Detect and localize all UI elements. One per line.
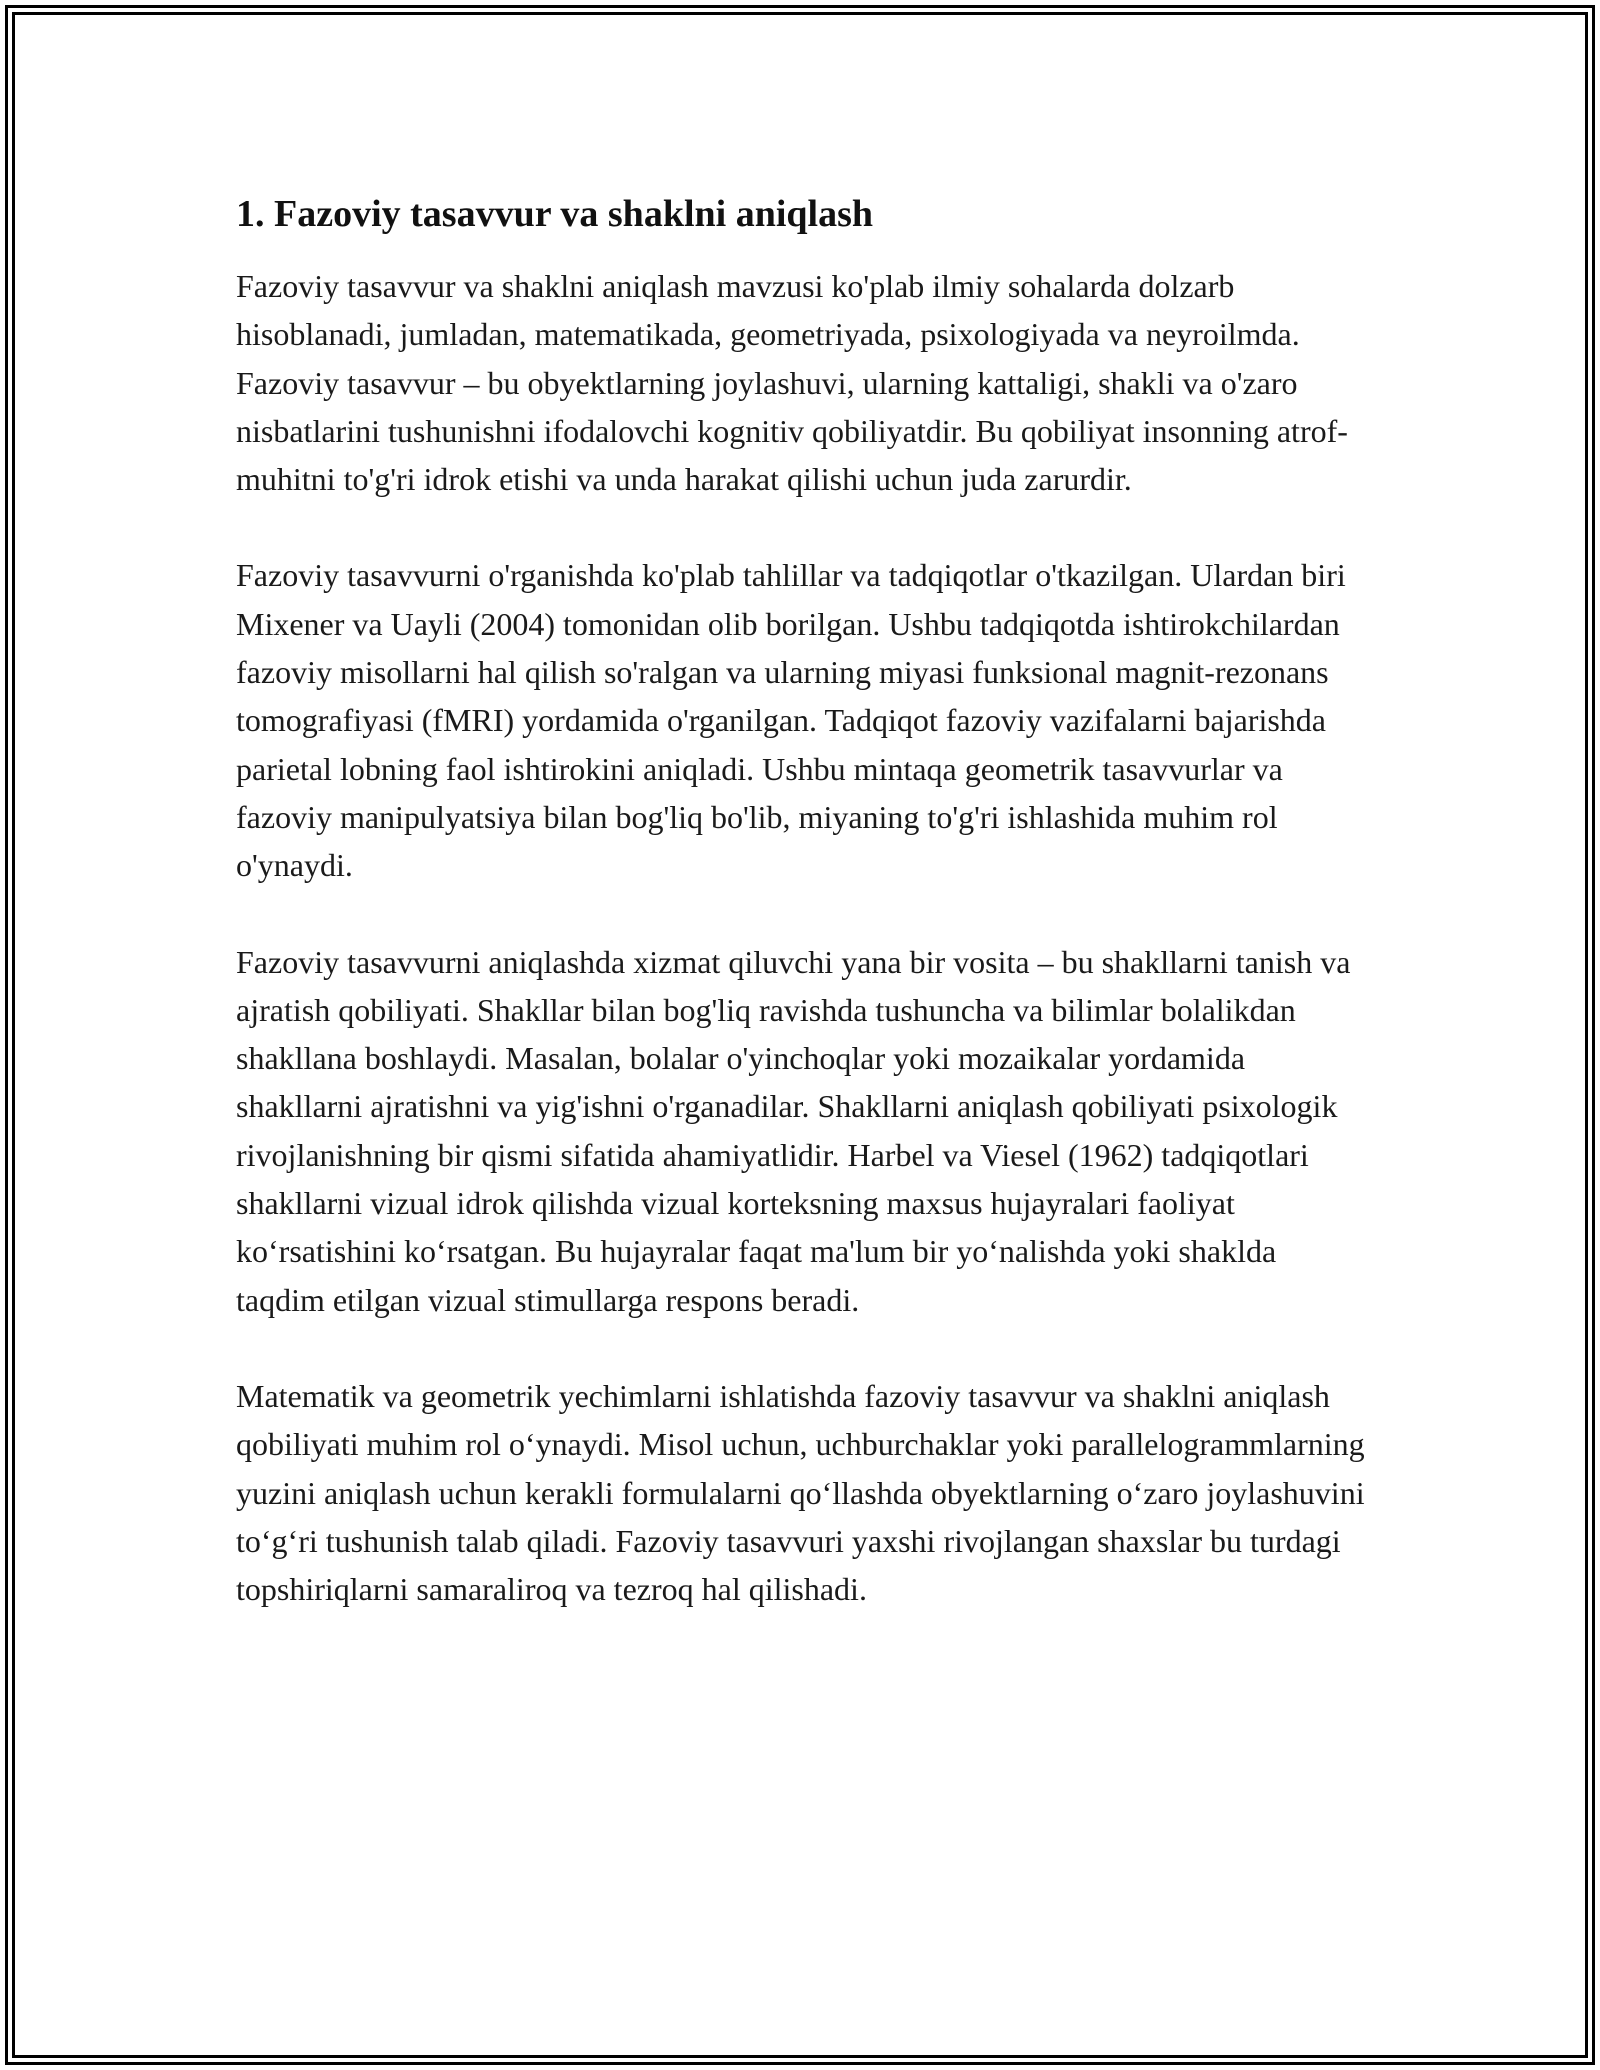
section-heading: 1. Fazoviy tasavvur va shaklni aniqlash (236, 193, 874, 235)
paragraph-3: Fazoviy tasavvurni aniqlashda xizmat qiluvchi yana bir vosita – bu shakllarni tanish va ajratish qobiliyati. Shakllar bilan bog'liq ravishda tushuncha va bilimlar bolalikdan shakllana boshlaydi. Masalan, bolalar o'yinchoqlar yoki mozaikalar yordamida shakllarni ajratishni va yig'ishni o'rganadilar. Shakllarni aniqlash qobiliyati psixologik rivojlanishning bir qismi sifatida ahamiyatlidir. Harbel va Viesel (1962) tadqiqotlari shakllarni vizual idrok qilishda vizual korteksning maxsus hujayralari faoliyat ko‘rsatishini ko‘rsatgan. Bu hujayralar faqat ma'lum bir yo‘nalishda yoki shaklda taqdim etilgan vizual stimullarga respons beradi. (236, 943, 1351, 1318)
paragraph-1: Fazoviy tasavvur va shaklni aniqlash mavzusi ko'plab ilmiy sohalarda dolzarb hisoblanadi, jumladan, matematikada, geometriyada, psixologiyada va neyroilmda. Fazoviy tasavvur – bu obyektlarning joylashuvi, ularning kattaligi, shakli va o'zaro nisbatlarini tushunishni ifodalovchi kognitiv qobiliyatdir. Bu qobiliyat insonning atrof-muhitni to'g'ri idrok etishi va unda harakat qilishi uchun juda zarurdir. (236, 268, 1348, 498)
paragraph-4: Matematik va geometrik yechimlarni ishlatishda fazoviy tasavvur va shaklni aniqlash qobiliyati muhim rol o‘ynaydi. Misol uchun, uchburchaklar yoki parallelogrammlarning yuzini aniqlash uchun kerakli formulalarni qo‘llashda obyektlarning o‘zaro joylashuvini to‘g‘ri tushunish talab qiladi. Fazoviy tasavvuri yaxshi rivojlangan shaxslar bu turdagi topshiriqlarni samaraliroq va tezroq hal qilishadi. (236, 1377, 1365, 1608)
paragraph-2: Fazoviy tasavvurni o'rganishda ko'plab tahlillar va tadqiqotlar o'tkazilgan. Ulardan biri Mixener va Uayli (2004) tomonidan olib borilgan. Ushbu tadqiqotda ishtirokchilardan fazoviy misollarni hal qilish so'ralgan va ularning miyasi funksional magnit-rezonans tomografiyasi (fMRI) yordamida o'rganilgan. Tadqiqot fazoviy vazifalarni bajarishda parietal lobning faol ishtirokini aniqladi. Ushbu mintaqa geometrik tasavvurlar va fazoviy manipulyatsiya bilan bog'liq bo'lib, miyaning to'g'ri ishlashida muhim rol o'ynaydi. (236, 557, 1346, 884)
document-body (236, 184, 1366, 1661)
